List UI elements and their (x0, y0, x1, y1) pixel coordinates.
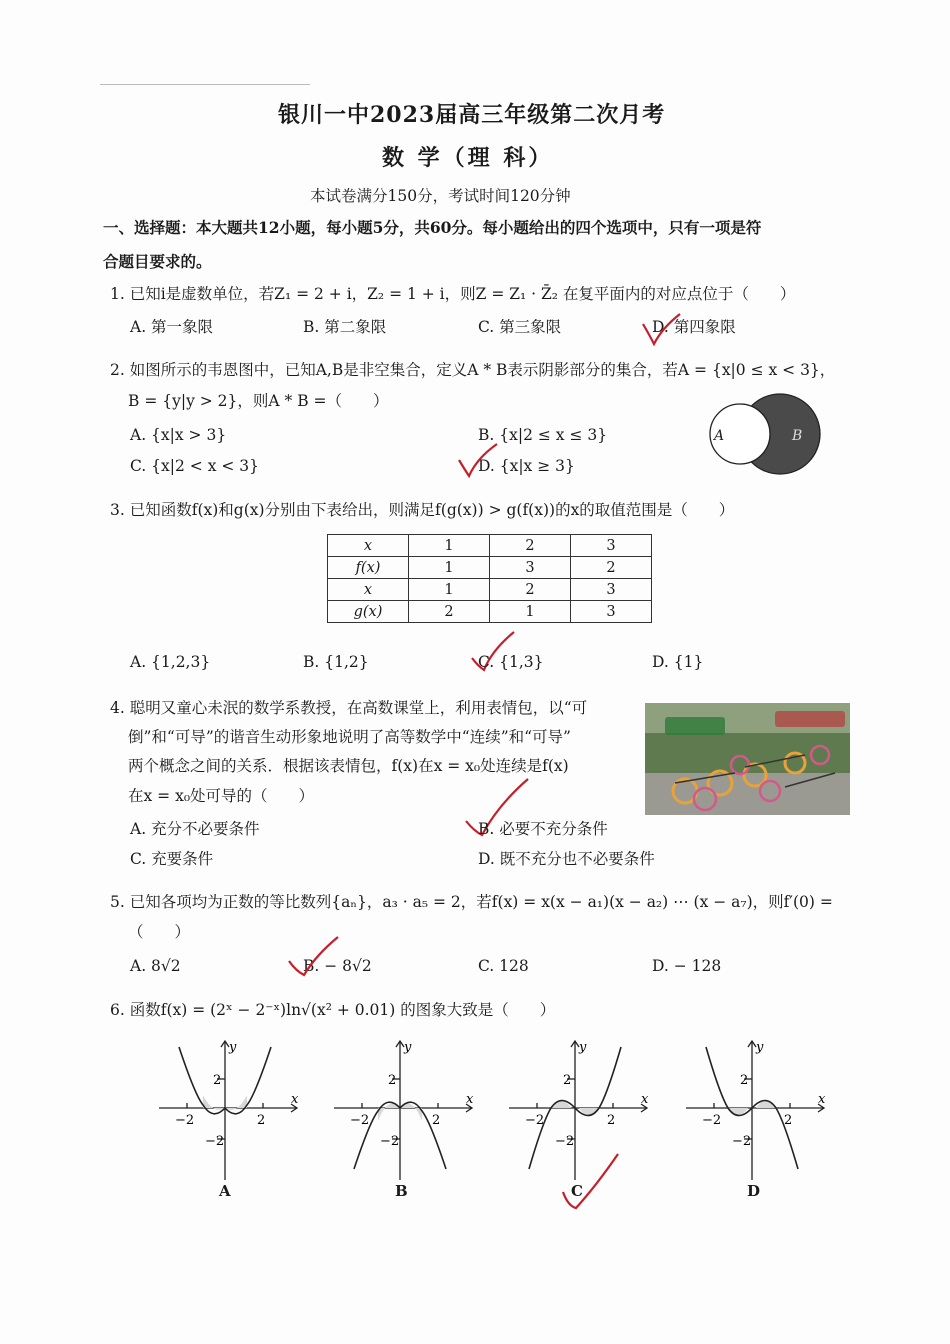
table-row (328, 579, 652, 601)
table-cell: g(x) (328, 601, 409, 623)
graph-c (505, 1035, 655, 1185)
q4-option-c: C. 充要条件 (130, 850, 214, 868)
q2-stem-line1: 2. 如图所示的韦恩图中，已知A,B是非空集合，定义A * B表示阴影部分的集合，若A = {x|0 ≤ x < 3}， (110, 361, 836, 379)
section-heading-line1: 一、选择题：本大题共12小题，每小题5分，共60分。每小题给出的四个选项中，只有一项是符 (103, 218, 762, 237)
tick-label: 2 (563, 1073, 572, 1088)
q2-option-b: B. {x|2 ≤ x ≤ 3} (478, 426, 608, 444)
graph-a (155, 1035, 305, 1185)
tick-label: 2 (257, 1113, 266, 1128)
q3-option-b: B. {1,2} (303, 653, 369, 671)
q2-option-a: A. {x|x > 3} (130, 426, 227, 444)
table-cell: 1 (409, 579, 490, 601)
q2-stem-line2: B = {y|y > 2}，则A * B =（ ） (128, 392, 389, 410)
graph-label-d: D (747, 1182, 761, 1200)
tick-label: 2 (388, 1073, 397, 1088)
tick-label: 2 (607, 1113, 616, 1128)
q4-option-d: D. 既不充分也不必要条件 (478, 850, 655, 868)
table-cell: 2 (490, 535, 571, 557)
venn-label-a: A (714, 428, 725, 444)
axis-label-x: x (641, 1092, 649, 1107)
top-rule (100, 84, 310, 85)
q5-stem-line1: 5. 已知各项均为正数的等比数列{aₙ}，a₃ · a₅ = 2，若f(x) = x(x − a₁)(x − a₂) ⋯ (x − a₇)，则f′(0) = (110, 893, 833, 911)
table-cell: 2 (409, 601, 490, 623)
q4-stem-line3: 两个概念之间的关系．根据该表情包，f(x)在x = x₀处连续是f(x) (128, 757, 569, 775)
q4-stem-line2: 倒”和“可导”的谐音生动形象地说明了高等数学中“连续”和“可导” (128, 728, 571, 746)
tick-label: −2 (525, 1113, 545, 1128)
table-cell: 2 (490, 579, 571, 601)
tick-label: 2 (740, 1073, 749, 1088)
table-row (328, 601, 652, 623)
table-cell: f(x) (328, 557, 409, 579)
q5-option-c: C. 128 (478, 957, 529, 975)
q4-option-a: A. 充分不必要条件 (130, 820, 260, 838)
q3-option-a: A. {1,2,3} (130, 653, 211, 671)
tick-label: 2 (784, 1113, 793, 1128)
graph-d (682, 1035, 832, 1185)
axis-label-y: y (756, 1040, 764, 1055)
graph-label-c: C (571, 1182, 583, 1200)
tick-label: −2 (702, 1113, 722, 1128)
axis-label-x: x (466, 1092, 474, 1107)
axis-label-x: x (818, 1092, 826, 1107)
table-cell: 3 (571, 601, 652, 623)
graph-label-b: B (395, 1182, 408, 1200)
q1-option-b: B. 第二象限 (303, 318, 387, 336)
tick-label: −2 (205, 1134, 225, 1149)
table-cell: 3 (571, 579, 652, 601)
tick-label: −2 (555, 1134, 575, 1149)
q3-option-d: D. {1} (652, 653, 704, 671)
q1-option-a: A. 第一象限 (130, 318, 214, 336)
function-table (327, 534, 652, 623)
tick-label: 2 (213, 1073, 222, 1088)
tick-label: −2 (732, 1134, 752, 1149)
q5-option-d: D. − 128 (652, 957, 722, 975)
axis-label-y: y (229, 1040, 237, 1055)
q3-stem: 3. 已知函数f(x)和g(x)分别由下表给出，则满足f(g(x)) > g(f(x))的x的取值范围是（ ） (110, 501, 735, 519)
q5-option-a: A. 8√2 (130, 957, 181, 975)
table-cell: 2 (571, 557, 652, 579)
table-cell: 1 (490, 601, 571, 623)
q1-stem: 1. 已知i是虚数单位，若Z₁ = 2 + i，Z₂ = 1 + i，则Z = Z₁ · Z̄₂ 在复平面内的对应点位于（ ） (110, 285, 796, 303)
table-cell: 3 (490, 557, 571, 579)
tick-label: −2 (380, 1134, 400, 1149)
exam-title: 银川一中2023届高三年级第二次月考 (278, 102, 666, 128)
venn-label-b: B (792, 428, 803, 444)
exam-subject: 数 学（理 科） (382, 145, 554, 171)
table-cell: x (328, 535, 409, 557)
graph-label-a: A (219, 1182, 231, 1200)
q5-stem-line2: （ ） (128, 923, 191, 941)
q5-option-b: B. − 8√2 (303, 957, 372, 975)
table-row (328, 557, 652, 579)
tick-label: 2 (432, 1113, 441, 1128)
table-row (328, 535, 652, 557)
axis-label-x: x (291, 1092, 299, 1107)
section-heading-line2: 合题目要求的。 (103, 252, 212, 271)
q3-option-c: C. {1,3} (478, 653, 544, 671)
graph-b (330, 1035, 480, 1185)
table-cell: 1 (409, 535, 490, 557)
exam-info: 本试卷满分150分，考试时间120分钟 (310, 187, 571, 205)
tick-label: −2 (175, 1113, 195, 1128)
q2-option-c: C. {x|2 < x < 3} (130, 457, 259, 475)
meme-photo-fallen-bicycles (645, 703, 850, 815)
table-cell: 1 (409, 557, 490, 579)
table-cell: 3 (571, 535, 652, 557)
q1-option-c: C. 第三象限 (478, 318, 562, 336)
q2-option-d: D. {x|x ≥ 3} (478, 457, 575, 475)
axis-label-y: y (579, 1040, 587, 1055)
venn-diagram (700, 393, 830, 475)
q4-option-b: B. 必要不充分条件 (478, 820, 608, 838)
q1-option-d: D. 第四象限 (652, 318, 736, 336)
q4-stem-line4: 在x = x₀处可导的（ ） (128, 787, 315, 805)
axis-label-y: y (404, 1040, 412, 1055)
q4-stem-line1: 4. 聪明又童心未泯的数学系教授，在高数课堂上，利用表情包，以“可 (110, 699, 588, 717)
tick-label: −2 (350, 1113, 370, 1128)
table-cell: x (328, 579, 409, 601)
q6-stem: 6. 函数f(x) = (2ˣ − 2⁻ˣ)ln√(x² + 0.01) 的图象大致是（ ） (110, 1001, 556, 1019)
